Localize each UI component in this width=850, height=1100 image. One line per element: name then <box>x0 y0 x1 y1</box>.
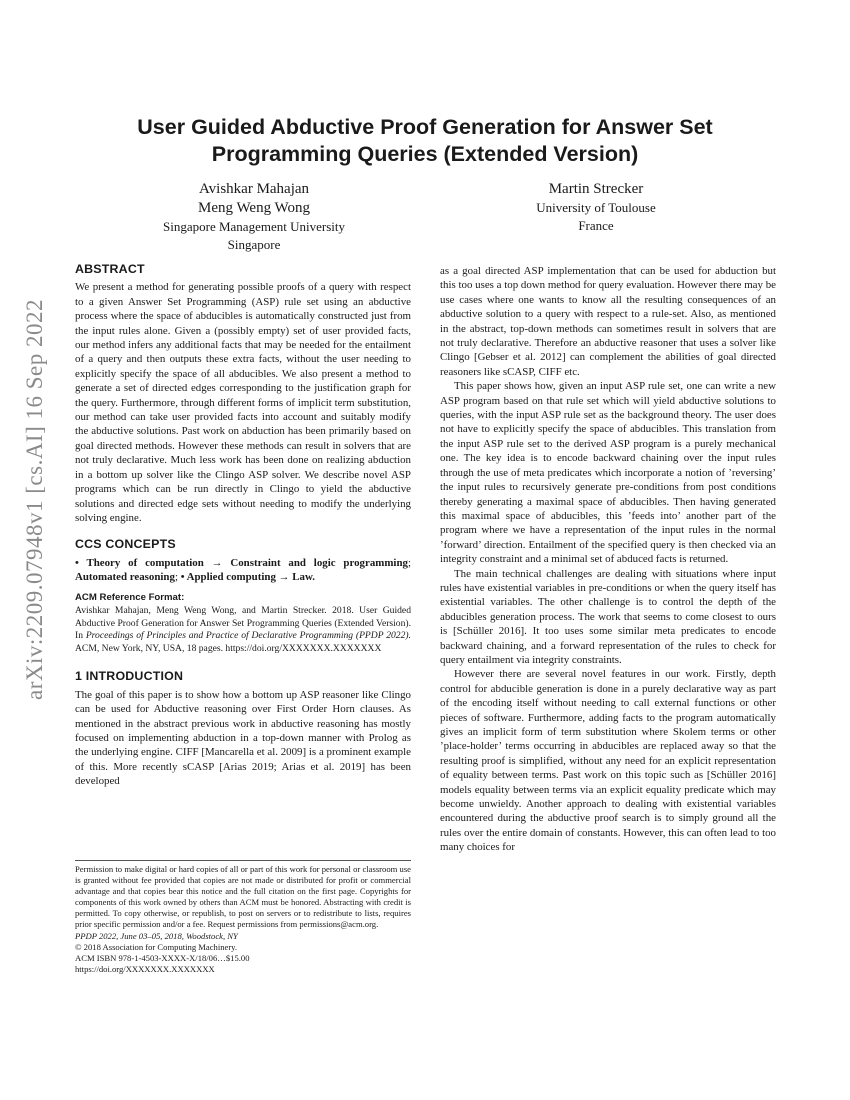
body-paragraph: as a goal directed ASP implementation that can be used for abduction but this too uses a top down method for query evaluation. However there may be use cases where one wants to know all the resulting consequences of an abductive solution to a query with respect to a rule-set. Also, as mentioned in the abstract, top-down methods can sometimes result in solvers that are not truly declarative. Therefore an abductive reasoner that uses a solver like Clingo [Gebser et al. 2012] can complement the abilities of goal directed reasoners like sCASP, CIFF etc. <box>440 265 776 378</box>
author-affiliation: Singapore Management University <box>163 219 345 234</box>
author-block-right <box>476 180 716 235</box>
ccs-concepts: • Theory of computation → Constraint and logic programming; Automated reasoning; • Applied computing → Law. <box>75 556 411 584</box>
acm-ref-venue: Proceedings of Principles and Practice of Declarative Programming (PPDP 2022). <box>85 630 411 642</box>
intro-heading: 1 INTRODUCTION <box>75 669 184 684</box>
ccs-term: Constraint and logic programming <box>230 556 408 569</box>
ccs-heading: CCS CONCEPTS <box>75 537 176 552</box>
abstract-text: We present a method for generating possible proofs of a query with respect to a given Answer Set Programming (ASP) rule set using an abductive process where the space of abducibles is automatically constructed just from the input rules alone. Given a (possibly empty) set of user provided facts, our method infers any additional facts that may be needed for the entailment of a query and then outputs these extra facts, without the user needing to explicitly specify the space of all abducibles. We also present a method to generate a set of directed edges corresponding to the justification graph for the query. Furthermore, through different forms of implicit term substitution, our method can take user provided facts into account and suitably modify the abductive solutions. Past work on abduction has been primarily based on goal directed methods. However these methods can result in solvers that are not truly declarative. Much less work has been done on realizing abduction in a bottom up solver like the Clingo ASP solver. We describe novel ASP programs which can be run directly in Clingo to yield the abductive solutions and directed edge sets without needing to modify the underlying solving engine. <box>75 281 411 524</box>
copyright-line: © 2018 Association for Computing Machinery. <box>75 941 238 952</box>
acm-ref-heading: ACM Reference Format: <box>75 591 185 603</box>
author-block-left <box>134 180 374 254</box>
body-paragraph: This paper shows how, given an input ASP rule set, one can write a new ASP program based on that rule set which will yield abductive solutions to queries, with the input ASP rule set as the background theory. The user does not have to explicitly specify the space of abducibles. This translation from the input ASP rule set to the derived ASP program is a purely mechanical one. The key idea is to encode backward chaining over the input rules through the use of meta predicates which incorporate a notion of ’reversing’ the input rules to recursively generate pre-conditions from post conditions thereby generating a maximal space of abducibles. Then having generated this maximal space of abducibles, this ’feeds into’ another part of the program where we have a representation of the input rules in the normal ’forward’ direction. Entailment of the specified query is then checked via an integrity constraint and a minimal set of abduced facts is returned. <box>440 380 776 566</box>
author-name: Avishkar Mahajan <box>198 181 310 197</box>
right-column <box>440 264 776 855</box>
intro-paragraph: The goal of this paper is to show how a bottom up ASP reasoner like Clingo can be used for Abductive reasoning over First Order Horn clauses. As mentioned in the abstract previous work in abductive reasoning has mostly focused on implementing abduction in a top-down manner with Prolog as the underlying engine. CIFF [Mancarella et al. 2009] is a prominent example of this. More recently sCASP [Arias 2019; Arias et al. 2019] has been developed <box>75 688 411 788</box>
footnote-block <box>75 860 411 975</box>
isbn-line: ACM ISBN 978-1-4503-XXXX-X/18/06…$15.00 <box>75 952 250 963</box>
conference-info: PPDP 2022, June 03–05, 2018, Woodstock, NY <box>75 930 238 941</box>
ccs-bullet: • Theory of computation <box>75 556 204 569</box>
body-paragraph: However there are several novel features in our work. Firstly, depth control for abducible generation is done in a purely declarative way as part of the encoding itself without needing to call external functions or other pieces of software. Furthermore, adding facts to the program automatically gives an implicit form of term substitution where Skolem terms or other ’place-holder’ terms occurring in abducibles are replaced away so that the resulting proof is simplified, without any need for an explicit representation of equality between terms. Past work on this topic such as [Schüller 2016] models equality between terms via an explicit equality predicate which may become unwieldy. Another approach to dealing with existential variables encountered during the abductive proof search is to simply ground all the rules over the entire domain of constants. However, this can often lead to too many choices for <box>440 668 776 854</box>
title-line-1: User Guided Abductive Proof Generation for Answer Set <box>137 115 713 139</box>
ccs-arrow: → <box>278 571 290 584</box>
ccs-arrow: → <box>211 556 223 569</box>
ccs-bullet: • Applied computing <box>180 571 276 584</box>
author-name: Meng Weng Wong <box>197 200 311 216</box>
ccs-term: Law. <box>292 571 315 584</box>
paper-title <box>100 114 750 168</box>
doi-line: https://doi.org/XXXXXXX.XXXXXXX <box>75 963 215 974</box>
ccs-term: Automated reasoning <box>75 571 175 584</box>
author-country: Singapore <box>227 237 281 252</box>
acm-ref-text: Avishkar Mahajan, Meng Weng Wong, and Martin Strecker. 2018. User Guided Abductive Proof Generation for Answer Set Programming Queries (Extended Version). In Proceedings of Principles and Practice of Declarative Programming (PPDP 2022). ACM, New York, NY, USA, 18 pages. https://doi.org/XXXXXXX.XXXXXXX <box>75 604 411 654</box>
abstract-heading: ABSTRACT <box>75 262 145 276</box>
body-paragraph: The main technical challenges are dealing with situations where input rules have existential variables in pre-conditions or when the query itself has existential variables. The other challenge is to control the depth of the abducibles generation process. The work that seems to come closest to ours is [Schüller 2016]. It too uses some similar meta predicates to encode backward chaining, and a forward representation of the rules to check for query entailment via integrity constraints. <box>440 567 776 666</box>
author-country: France <box>578 218 614 233</box>
title-line-2: Programming Queries (Extended Version) <box>211 142 639 166</box>
arxiv-identifier: arXiv:2209.07948v1 [cs.AI] 16 Sep 2022 <box>22 298 47 700</box>
left-column <box>75 262 411 789</box>
author-affiliation: University of Toulouse <box>536 200 656 215</box>
permission-notice: Permission to make digital or hard copies of all or part of this work for personal or classroom use is granted without fee provided that copies are not made or distributed for profit or commercial advantage and that copies bear this notice and the full citation on the first page. Copyrights for components of this work owned by others than ACM must be honored. Abstracting with credit is permitted. To copy otherwise, or republish, to post on servers or to redistribute to lists, requires prior specific permission and/or a fee. Request permissions from permissions@acm.org. <box>75 864 411 930</box>
author-name: Martin Strecker <box>548 181 644 197</box>
